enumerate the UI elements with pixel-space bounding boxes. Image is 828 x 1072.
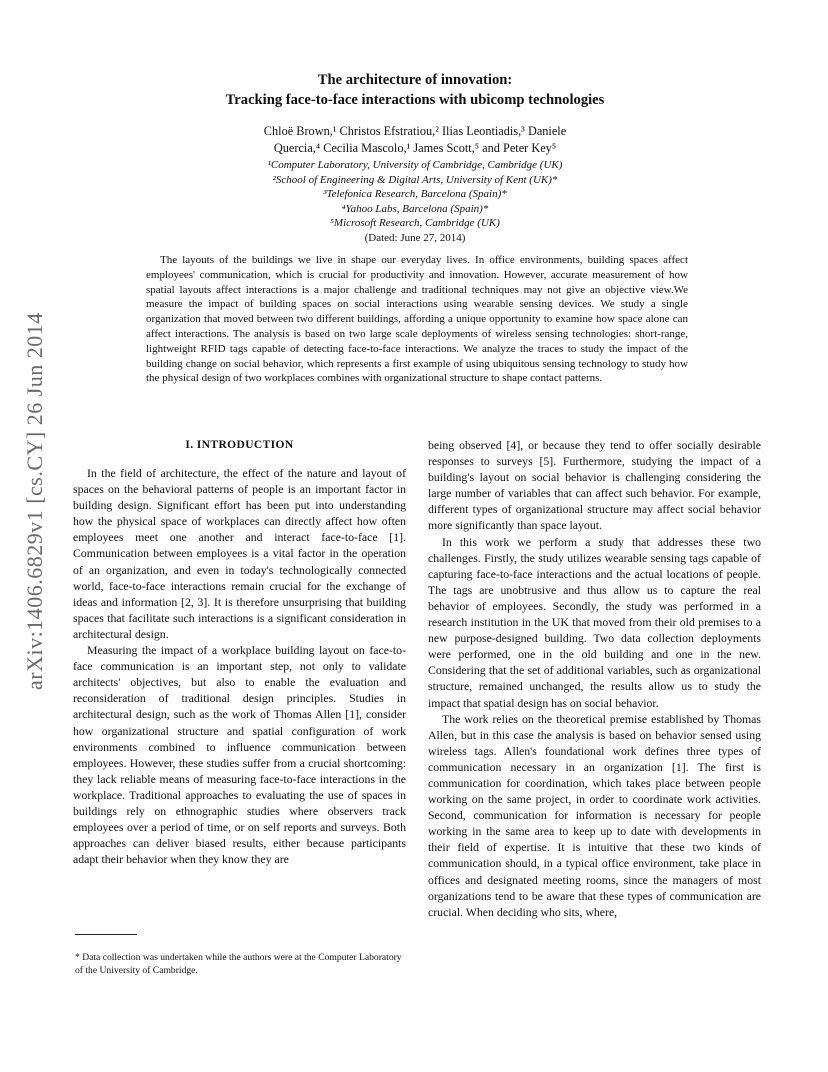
affiliation-2: ²School of Engineering & Digital Arts, University of Kent (UK)* [272,173,558,186]
footnote: * Data collection was undertaken while the authors were at the Computer Laboratory of the University of Cambridge. [75,952,402,976]
footnote-divider [75,934,137,935]
authors-line-1: Chloë Brown,¹ Christos Efstratiou,² Ilias Leontiadis,³ Daniele [263,124,567,138]
abstract [146,253,688,386]
left-column [73,437,406,867]
dated-line: (Dated: June 27, 2014) [364,231,466,244]
title-line-1: The architecture of innovation: [317,72,513,88]
affiliation-5: ⁵Microsoft Research, Cambridge (UK) [330,217,500,230]
author-list [120,123,710,156]
paragraph: In this work we perform a study that addresses these two challenges. Firstly, the study utilizes wearable sensing tags capable of capturing face-to-face interactions and the actual locations of people. The tags are unobtrusive and thus allow us to capture the real behavior of employees. Secondly, the study was performed in a research institution in the UK that moved from their old premises to a new purpose-designed building. Two data collection deployments were performed, one in the old building and one in the new. Considering that the set of additional variables, such as organizational structure, remained unchanged, the results allow us to study the impact that spatial design has on social behavior. [428,534,761,710]
arxiv-identifier: arXiv:1406.6829v1 [cs.CY] 26 Jun 2014 [22,312,47,690]
abstract-text: The layouts of the buildings we live in shape our everyday lives. In office environments, building spaces affect employees' communication, which is crucial for productivity and innovation. However, accurate measurement of how spatial layouts affect interactions is a major challenge and traditional techniques may not give an objective view.We measure the impact of building spaces on social interactions using wearable sensing devices. We study a single organization that moved between two different buildings, affording a unique opportunity to examine how space alone can affect interactions. The analysis is based on two large scale deployments of wireless sensing technologies: short-range, lightweight RFID tags capable of detecting face-to-face interactions. We analyze the traces to study the impact of the building change on social behavior, which represents a first example of using ubiquitous sensing technology to study how the physical design of two workplaces combines with organizational structure to shape contact patterns. [146,254,688,385]
authors-line-2: Quercia,⁴ Cecilia Mascolo,¹ James Scott,⁵ and Peter Key⁵ [273,140,557,155]
paragraph: The work relies on the theoretical premise established by Thomas Allen, but in this case the analysis is based on behavior sensed using wireless tags. Allen's foundational work defines three types of communication necessary in an organization [1]. The first is communication for coordination, which takes place between people working on the same project, in order to coordinate work activities. Second, communication for information is necessary for people working in the same area to keep up to date with developments in their field of expertise. It is intuitive that these two kinds of communication should, in a typical office environment, take place in offices and designated meeting rooms, since the managers of most organizations tend to be aware that these types of communication are crucial. When deciding who sits, where, [428,711,761,919]
paragraph: Measuring the impact of a workplace building layout on face-to-face communication is an important step, not only to validate architects' objectives, but also to enable the evaluation and reconsideration of traditional design principles. Studies in architectural design, such as the work of Thomas Allen [1], consider how organizational structure and spatial configuration of work environments combined to influence communication between employees. However, these studies suffer from a crucial shortcoming: they lack reliable means of measuring face-to-face interactions in the workplace. Traditional approaches to evaluating the use of spaces in buildings rely on ethnographic studies where observers track employees over a period of time, or on self reports and surveys. Both approaches can deliver biased results, either because participants adapt their behavior when they know they are [73,643,406,867]
right-column [428,437,761,920]
affiliation-4: ⁴Yahoo Labs, Barcelona (Spain)* [341,202,489,215]
title-line-2: Tracking face-to-face interactions with ubicomp technologies [225,92,605,108]
affiliation-1: ¹Computer Laboratory, University of Cambridge, Cambridge (UK) [267,159,563,171]
section-heading-introduction: I. INTRODUCTION [185,439,294,451]
affiliation-3: ³Telefonica Research, Barcelona (Spain)* [323,188,507,201]
affiliations [120,158,710,246]
paragraph: In the field of architecture, the effect of the nature and layout of spaces on the behavioral patterns of people is an important factor in building design. Significant effort has been put into understanding how the physical space of workplaces can directly affect how often employees meet one another and interact face-to-face [1]. Communication between employees is a vital factor in the operation of an organization, and even in today's technologically connected world, face-to-face interactions remain crucial for the exchange of ideas and information [2, 3]. It is therefore unsurprising that building spaces that facilitate such interactions is a significant consideration in architectural design. [73,466,406,641]
paper-title [120,70,710,110]
paragraph: being observed [4], or because they tend to offer socially desirable responses to surveys [5]. Furthermore, studying the impact of a building's layout on social behavior is challenging considering the large number of variables that can affect such behavior. For example, different types of organizational structure may affect social behavior more significantly than space layout. [428,438,761,533]
